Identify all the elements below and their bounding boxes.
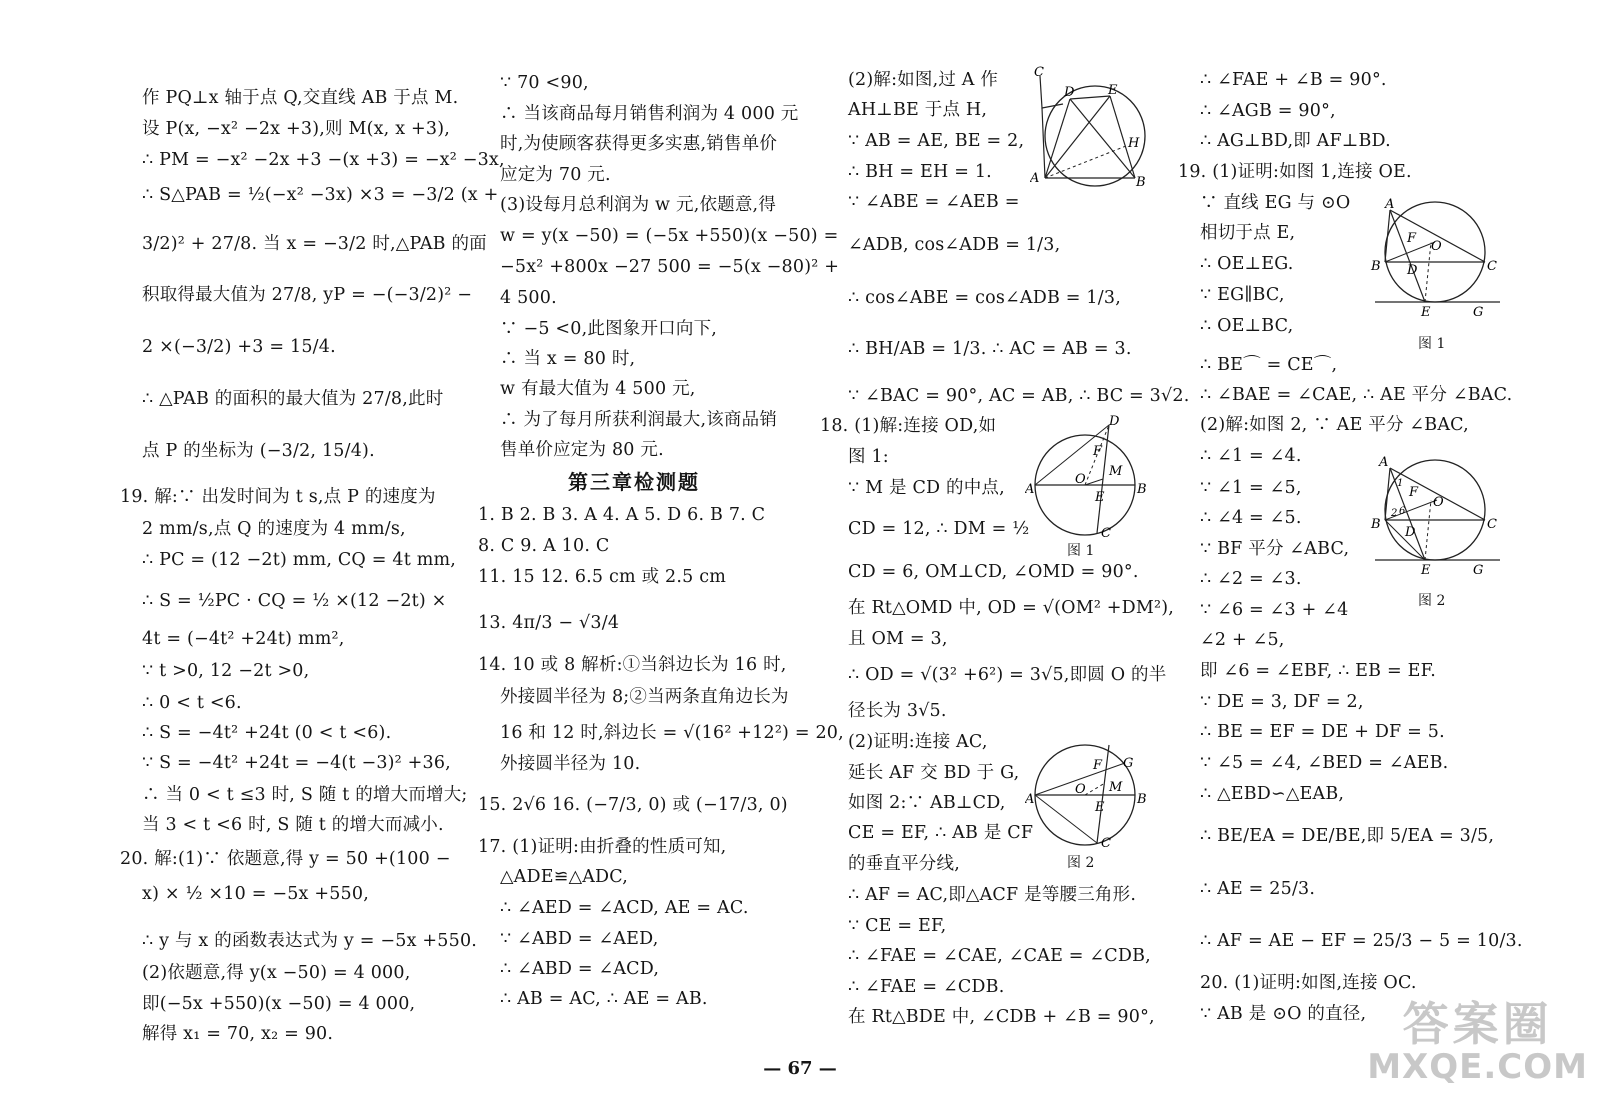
answer-line: 13. 4π/3 − √3/4 xyxy=(478,613,620,633)
text-line: ∵ ∠ABE = ∠AEB = xyxy=(848,192,1020,212)
figure-label: A xyxy=(1379,455,1389,470)
figure-label: C xyxy=(1487,259,1497,274)
figure-label: O xyxy=(1433,495,1444,510)
figure-q18-1 xyxy=(1025,413,1155,538)
text-line: ∴ S = ½PC · CQ = ½ ×(12 −2t) × xyxy=(142,591,447,611)
text-line: ∴ PC = (12 −2t) mm, CQ = 4t mm, xyxy=(142,550,457,570)
answer-line: 1. B 2. B 3. A 4. A 5. D 6. B 7. C xyxy=(478,505,766,525)
text-line: AH⊥BE 于点 H, xyxy=(848,100,988,120)
text-line: ∵ DE = 3, DF = 2, xyxy=(1200,692,1364,712)
figure-label: C xyxy=(1487,517,1497,532)
text-line: ∵ −5 <0,此图象开口向下, xyxy=(500,319,718,339)
text-line: ∴ 当该商品每月销售利润为 4 000 元 xyxy=(500,104,799,124)
figure-label: B xyxy=(1371,517,1381,532)
chapter-heading: 第三章检测题 xyxy=(568,470,700,494)
text-line: 外接圆半径为 8;②当两条直角边长为 xyxy=(500,687,789,707)
text-line: ∵ BF 平分 ∠ABC, xyxy=(1200,539,1350,559)
text-line: ∴ 0 < t <6. xyxy=(142,693,242,713)
text-line: 时,为使顾客获得更多实惠,销售单价 xyxy=(500,134,778,154)
figure-label: 2 xyxy=(1391,508,1398,519)
figure-label: A xyxy=(1025,482,1035,497)
text-line: ∴ S△PAB = ½(−x² −3x) ×3 = −3/2 (x + xyxy=(142,185,499,205)
figure-label: C xyxy=(1101,836,1111,848)
text-line: ∠2 + ∠5, xyxy=(1200,630,1285,650)
text-line: 20. (1)证明:如图,连接 OC. xyxy=(1200,973,1417,993)
text-line: ∴ BH/AB = 1/3. ∴ AC = AB = 3. xyxy=(848,339,1132,359)
figure-label: B xyxy=(1137,792,1147,807)
answer-line: 14. 10 或 8 解析:①当斜边长为 16 时, xyxy=(478,655,787,675)
answer-line: 8. C 9. A 10. C xyxy=(478,536,610,556)
figure-label: D xyxy=(1407,263,1418,278)
text-line: w = y(x −50) = (−5x +550)(x −50) = xyxy=(500,226,839,246)
text-line: 外接圆半径为 10. xyxy=(500,754,641,774)
text-line: ∵ ∠5 = ∠4, ∠BED = ∠AEB. xyxy=(1200,753,1449,773)
text-line: (2)解:如图,过 A 作 xyxy=(848,70,999,90)
text-line: 2 mm/s,点 Q 的速度为 4 mm/s, xyxy=(142,519,406,539)
figure-caption: 图 1 xyxy=(1067,543,1095,559)
watermark-line-2: MXQE.COM xyxy=(1367,1047,1588,1087)
figure-q17-circle xyxy=(1030,66,1160,191)
answer-line: 15. 2√6 16. (−7/3, 0) 或 (−17/3, 0) xyxy=(478,795,788,815)
text-line: 积取得最大值为 27/8, yP = −(−3/2)² − xyxy=(142,285,473,305)
figure-label: C xyxy=(1101,526,1111,538)
text-line: ∵ ∠1 = ∠5, xyxy=(1200,478,1302,498)
figure-label: C xyxy=(1034,66,1044,80)
figure-label: F xyxy=(1093,758,1103,773)
watermark-logo xyxy=(1367,999,1588,1085)
text-line: ∴ y 与 x 的函数表达式为 y = −5x +550. xyxy=(142,931,478,951)
text-line: ∴ ∠BAE = ∠CAE, ∴ AE 平分 ∠BAC. xyxy=(1200,385,1513,405)
text-line: 作 PQ⊥x 轴于点 Q,交直线 AB 于点 M. xyxy=(142,88,459,108)
text-line: ∵ S = −4t² +24t = −4(t −3)² +36, xyxy=(142,753,451,773)
text-line: ∴ 当 x = 80 时, xyxy=(500,349,636,369)
text-line: ∵ 直线 EG 与 ⊙O xyxy=(1200,193,1351,213)
figure-label: G xyxy=(1123,756,1134,771)
answer-line: 11. 15 12. 6.5 cm 或 2.5 cm xyxy=(478,567,727,587)
text-line: ∴ AG⊥BD,即 AF⊥BD. xyxy=(1200,131,1391,151)
text-line: ∴ ∠FAE = ∠CAE, ∠CAE = ∠CDB, xyxy=(848,946,1151,966)
figure-label: O xyxy=(1431,239,1442,254)
question-19: 19. (1)证明:如图 1,连接 OE. xyxy=(1178,162,1412,182)
figure-label: F xyxy=(1093,444,1103,459)
text-line: (2)解:如图 2, ∵ AE 平分 ∠BAC, xyxy=(1200,415,1469,435)
text-line: ∴ AF = AC,即△ACF 是等腰三角形. xyxy=(848,885,1137,905)
text-line: ∴ AB = AC, ∴ AE = AB. xyxy=(500,989,708,1009)
text-line: ∴ OD = √(3² +6²) = 3√5,即圆 O 的半 xyxy=(848,665,1167,685)
text-line: ∵ CE = EF, xyxy=(848,916,947,936)
text-line: w 有最大值为 4 500 元, xyxy=(500,379,696,399)
question-18: 18. (1)解:连接 OD,如 xyxy=(820,416,997,436)
text-line: ∴ 当 0 < t ≤3 时, S 随 t 的增大而增大; xyxy=(142,785,468,805)
figure-label: E xyxy=(1095,490,1105,505)
figure-label: D xyxy=(1109,414,1120,429)
text-line: CE = EF, ∴ AB 是 CF xyxy=(848,823,1034,843)
text-line: ∴ BH = EH = 1. xyxy=(848,162,992,182)
answer-line: 17. (1)证明:由折叠的性质可知, xyxy=(478,837,727,857)
text-line: 2 ×(−3/2) +3 = 15/4. xyxy=(142,337,336,357)
figure-label: A xyxy=(1030,171,1040,186)
text-line: CD = 12, ∴ DM = ½ xyxy=(848,519,1030,539)
text-line: (3)设每月总利润为 w 元,依题意,得 xyxy=(500,195,777,215)
text-line: 16 和 12 时,斜边长 = √(16² +12²) = 20, xyxy=(500,723,844,743)
text-line: 应定为 70 元. xyxy=(500,165,611,185)
text-line: 4 500. xyxy=(500,288,557,308)
text-line: 售单价应定为 80 元. xyxy=(500,440,664,460)
figure-q19-1 xyxy=(1365,192,1505,317)
figure-label: 6 xyxy=(1399,506,1406,517)
text-line: ∴ ∠AGB = 90°, xyxy=(1200,101,1336,121)
text-line: ∴ S = −4t² +24t (0 < t <6). xyxy=(142,723,392,743)
text-line: 设 P(x, −x² −2x +3),则 M(x, x +3), xyxy=(142,119,451,139)
text-line: −5x² +800x −27 500 = −5(x −80)² + xyxy=(500,257,840,277)
figure-label: H xyxy=(1128,136,1140,151)
text-line: ∴ PM = −x² −2x +3 −(x +3) = −x² −3x, xyxy=(142,150,505,170)
text-line: 点 P 的坐标为 (−3/2, 15/4). xyxy=(142,441,375,461)
text-line: 解得 x₁ = 70, x₂ = 90. xyxy=(142,1024,334,1044)
text-line: ∴ AE = 25/3. xyxy=(1200,879,1316,899)
question-19: 19. 解:∵ 出发时间为 t s,点 P 的速度为 xyxy=(120,487,436,507)
text-line: ∴ △EBD∽△EAB, xyxy=(1200,784,1345,804)
text-line: 延长 AF 交 BD 于 G, xyxy=(848,763,1020,783)
text-line: ∵ ∠ABD = ∠AED, xyxy=(500,929,659,949)
text-line: ∴ OE⊥EG. xyxy=(1200,254,1294,274)
text-line: ∴ ∠FAE + ∠B = 90°. xyxy=(1200,70,1387,90)
text-line: 径长为 3√5. xyxy=(848,701,947,721)
question-20: 20. 解:(1)∵ 依题意,得 y = 50 +(100 − xyxy=(120,849,451,869)
figure-label: O xyxy=(1075,782,1086,797)
text-line: ∴ cos∠ABE = cos∠ADB = 1/3, xyxy=(848,288,1121,308)
text-line: ∴ OE⊥BC, xyxy=(1200,316,1294,336)
text-line: 在 Rt△OMD 中, OD = √(OM² +DM²), xyxy=(848,598,1175,618)
text-line: (2)证明:连接 AC, xyxy=(848,732,988,752)
text-line: ∴ △PAB 的面积的最大值为 27/8,此时 xyxy=(142,389,444,409)
text-line: 如图 2:∵ AB⊥CD, xyxy=(848,793,1006,813)
figure-caption: 图 2 xyxy=(1418,593,1446,609)
figure-label: O xyxy=(1075,472,1086,487)
text-line: ∵ AB 是 ⊙O 的直径, xyxy=(1200,1004,1367,1024)
figure-q18-2 xyxy=(1025,733,1155,848)
figure-label: E xyxy=(1095,800,1105,815)
text-line: 在 Rt△BDE 中, ∠CDB + ∠B = 90°, xyxy=(848,1007,1155,1027)
figure-label: M xyxy=(1109,780,1123,795)
text-line: 3/2)² + 27/8. 当 x = −3/2 时,△PAB 的面 xyxy=(142,234,487,254)
text-line: △ADE≌△ADC, xyxy=(500,867,629,887)
figure-label: E xyxy=(1108,83,1118,98)
figure-label: A xyxy=(1385,197,1395,212)
text-line: ∵ t >0, 12 −2t >0, xyxy=(142,661,310,681)
text-line: ∵ AB = AE, BE = 2, xyxy=(848,131,1025,151)
text-line: ∠ADB, cos∠ADB = 1/3, xyxy=(848,235,1061,255)
text-line: ∵ M 是 CD 的中点, xyxy=(848,478,1005,498)
text-line: ∴ ∠AED = ∠ACD, AE = AC. xyxy=(500,898,749,918)
figure-label: E xyxy=(1421,563,1431,575)
text-line: 4t = (−4t² +24t) mm², xyxy=(142,629,345,649)
page-number: — 67 — xyxy=(763,1058,837,1079)
watermark-line-1: 答案圈 xyxy=(1402,997,1553,1051)
text-line: ∴ ∠2 = ∠3. xyxy=(1200,569,1302,589)
text-line: ∴ AF = AE − EF = 25/3 − 5 = 10/3. xyxy=(1200,931,1523,951)
text-line: ∴ ∠1 = ∠4. xyxy=(1200,446,1302,466)
figure-label: B xyxy=(1137,482,1147,497)
text-line: 的垂直平分线, xyxy=(848,854,960,874)
text-line: x) × ½ ×10 = −5x +550, xyxy=(142,884,369,904)
figure-label: F xyxy=(1409,485,1419,500)
figure-label: B xyxy=(1371,259,1381,274)
text-line: 图 1: xyxy=(848,447,889,467)
text-line: (2)依题意,得 y(x −50) = 4 000, xyxy=(142,963,411,983)
figure-label: D xyxy=(1064,85,1075,100)
text-line: 且 OM = 3, xyxy=(848,629,948,649)
text-line: ∵ EG∥BC, xyxy=(1200,285,1285,305)
figure-q19-2 xyxy=(1365,450,1505,575)
text-line: ∵ ∠6 = ∠3 + ∠4 xyxy=(1200,600,1349,620)
text-line: ∴ ∠4 = ∠5. xyxy=(1200,508,1302,528)
figure-label: G xyxy=(1473,305,1484,317)
text-line: ∴ BE⌒ = CE⌒, xyxy=(1200,355,1338,375)
text-line: ∵ 70 <90, xyxy=(500,73,589,93)
figure-label: D xyxy=(1405,525,1416,540)
text-line: ∵ ∠BAC = 90°, AC = AB, ∴ BC = 3√2. xyxy=(848,386,1190,406)
text-line: CD = 6, OM⊥CD, ∠OMD = 90°. xyxy=(848,562,1139,582)
figure-label: G xyxy=(1473,563,1484,575)
text-line: 当 3 < t <6 时, S 随 t 的增大而减小. xyxy=(142,815,444,835)
figure-label: 1 xyxy=(1397,478,1404,489)
figure-label: E xyxy=(1421,305,1431,317)
figure-label: M xyxy=(1109,464,1123,479)
figure-caption: 图 1 xyxy=(1418,336,1446,352)
figure-label: A xyxy=(1025,792,1035,807)
figure-caption: 图 2 xyxy=(1067,855,1095,871)
figure-label: F xyxy=(1407,231,1417,246)
figure-label: B xyxy=(1136,175,1146,190)
text-line: 即(−5x +550)(x −50) = 4 000, xyxy=(142,994,416,1014)
text-line: ∴ ∠ABD = ∠ACD, xyxy=(500,959,660,979)
text-line: ∴ 为了每月所获利润最大,该商品销 xyxy=(500,410,778,430)
text-line: 相切于点 E, xyxy=(1200,223,1296,243)
text-line: ∴ BE = EF = DE + DF = 5. xyxy=(1200,722,1445,742)
text-line: 即 ∠6 = ∠EBF, ∴ EB = EF. xyxy=(1200,661,1436,681)
text-line: ∴ ∠FAE = ∠CDB. xyxy=(848,977,1005,997)
text-line: ∴ BE/EA = DE/BE,即 5/EA = 3/5, xyxy=(1200,826,1495,846)
